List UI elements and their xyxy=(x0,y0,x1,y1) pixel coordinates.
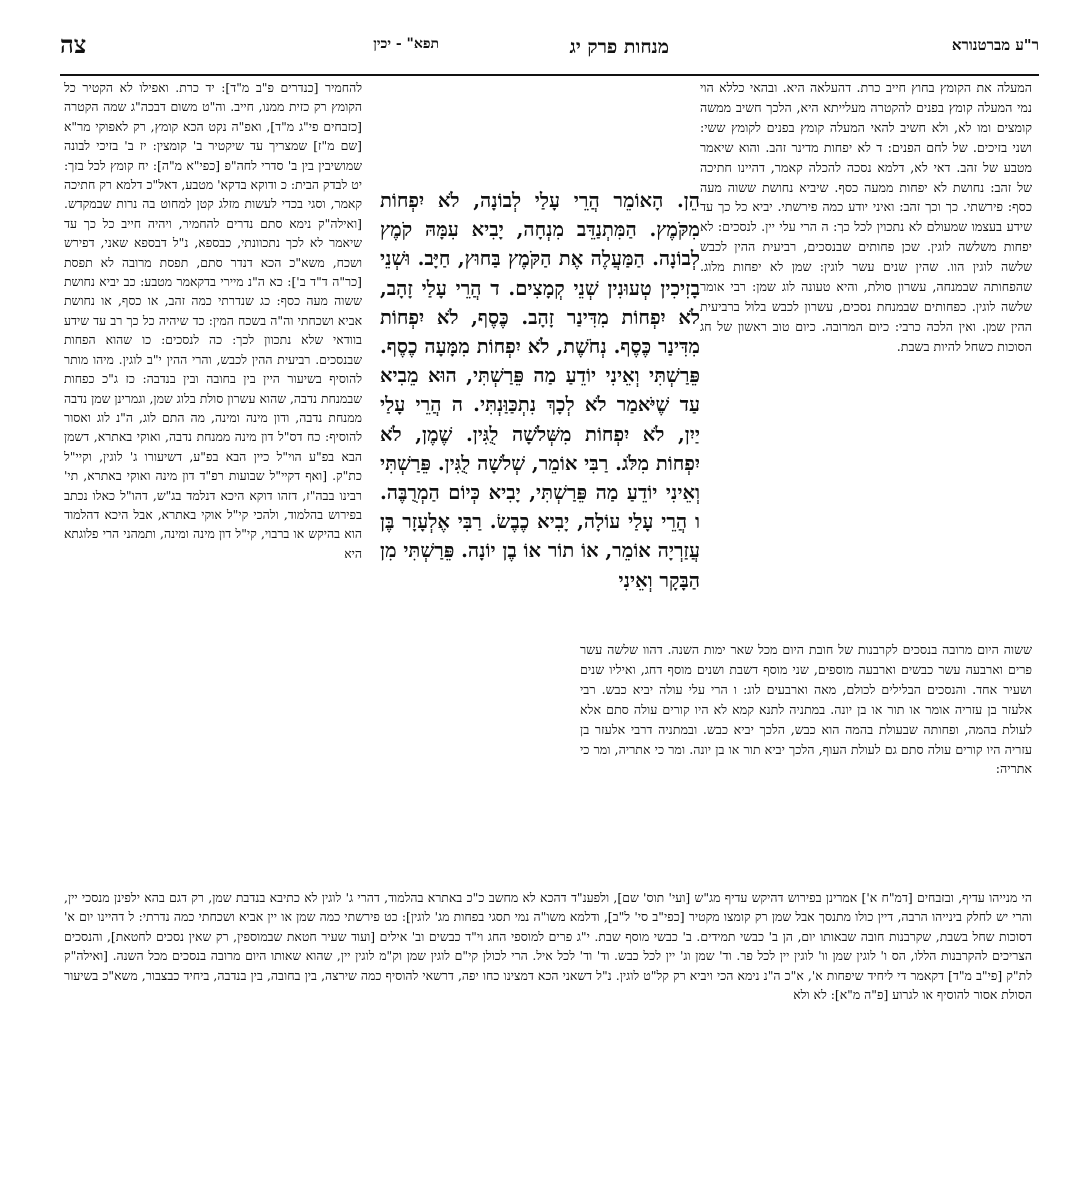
mishnah-main-text xyxy=(380,186,700,656)
tiferet-yisrael-commentary xyxy=(64,78,362,888)
bartenura-commentary-top xyxy=(700,78,1032,593)
commentary-bottom-text: הי מנייהו עדיף, ובזבחים [דמ"ח א'] אמרינן בפירוש דהיקש עדיף מג"ש [ועי' תוס' שם], ולפענ"ד דהכא לא מחשב כ"כ באתרא בהלמוד, דהרי ג' לוגין לא כתיבא בנדבת שמן, רק דגם בהא ילפינן מנסכי יין, והרי יש לחלק בינייהו הרבה, דיין כולו מתנסך אבל שמן רק קומצו מקטיר [כפי"ב סי' ל"ב], ודלמא משו"ה נמי תסגי בפחות מג' לוגין]: כט פירשתי כמה שמן או יין אביא ושכחתי כמה נדרתי: ל דהיינו יום א' דסוכות שחל בשבת, שקרבנות חובה שבאותו יום, הן ב' כבשי תמידים. ב' כבשי מוסף שבת. י"ג פרים למוספי החג וי"ד כבשים וב' אילים [ועוד שעיר חטאת שבמוספין, רק שאין נסכים לחטאת], והנסכים הצריכים להקרבנות הללו, הס ו' לוגין שמן וו' לוגין יין לכל פר. וד' שמן וג' יין לכל כבש. וד' וד' לכל איל. הרי לכולן קי"ם לוגין שמן וק"מ לוגין יין, שהוא שאותו היום מרובה בנסכים מכל השנה. [ואילה"ק לת"ק [פי"ב מ"ד] דקאמר די ליחיד שיפחות א', א"כ ה"נ נימא הכי ויביא רק קל"ט לוגין. נ"ל דשאני הכא דמצינו כחו יפה, דרשאי להוסיף כמה שירצה, בין בחובה, בין בנדבה, ביחיד כבצבור, משא"כ בשיעור הסולת אסור להוסיף או לגרוע [פ"ה מ"א]: לא ולא xyxy=(64,890,1032,1003)
page-number: צה xyxy=(60,30,87,59)
page-range: תפא" - יכין xyxy=(373,36,439,52)
page-header xyxy=(60,30,1039,70)
header-rule xyxy=(60,74,1039,76)
bartenura-commentary-bottom xyxy=(580,640,1032,890)
page-title: מנחות פרק יג xyxy=(569,36,669,58)
commentary-label: ר"ע מברטנורא xyxy=(951,36,1039,54)
mishnah-text: הֵן. הָאוֹמֵר הֲרֵי עָלַי לְבוֹנָה, לֹא יִפְחוֹת מִקֹּמֶץ. הַמִּתְנַדֵּב מִנְחָה, יָבִיא עִמָּהּ קֹמֶץ לְבוֹנָה. הַמַּעֲלֶה אֶת הַקֹּמֶץ בַּחוּץ, חַיָּב. וּשְׁנֵי בָזִיכִין טְעוּנִין שְׁנֵי קְמָצִים. ד הֲרֵי עָלַי זָהָב, לֹא יִפְחוֹת מִדִּינַר זָהָב. כֶּסֶף, לֹא יִפְחוֹת מִדִּינַר כֶּסֶף. נְחֹשֶׁת, לֹא יִפְחוֹת מִמָּעָה כֶסֶף. פֵּרַשְׁתִּי וְאֵינִי יוֹדֵעַ מַה פֵּרַשְׁתִּי, הוּא מֵבִיא עַד שֶׁיֹּאמַר לֹא לְכָךְ נִתְכַּוַּנְתִּי. ה הֲרֵי עָלַי יַיִן, לֹא יִפְחוֹת מִשְּׁלֹשָׁה לֻגִּין. שֶׁמֶן, לֹא יִפְחוֹת מִלֹּג. רַבִּי אוֹמֵר, שְׁלֹשָׁה לֻגִּין. פֵּרַשְׁתִּי וְאֵינִי יוֹדֵעַ מַה פֵּרַשְׁתִּי, יָבִיא כְּיוֹם הַמְרֻבֶּה. ו הֲרֵי עָלַי עוֹלָה, יָבִיא כֶבֶשׂ. רַבִּי אֶלְעָזָר בֶּן עֲזַרְיָה אוֹמֵר, אוֹ תוֹר אוֹ בֶן יוֹנָה. פֵּרַשְׁתִּי מִן הַבָּקָר וְאֵינִי xyxy=(380,189,700,592)
tiferet-yisrael-commentary-bottom xyxy=(64,888,1032,1158)
bartenura-text-top: המעלה את הקומץ בחוץ חייב כרת. דהעלאה היא. ובהאי כללא הוי נמי המעלה קומץ בפנים להקטרה מעלייתא היא, הלכך חשיב ממשה קומצים ומו לא, ולא חשיב להאי המעלה קומץ בפנים לקומץ ששי: ושני בזיכים. של לחם הפנים: ד לא יפחות מדינר זהב. והוא שיאמר מטבע של זהב. דאי לא, דלמא נסכה להכלה קאמר, דהיינו חתיכה של זהב: נחושת לא יפחות ממעה כסף. שיביא נחושת ששוה מעה כסף: פירשתי. כך וכך זהב: ואיני יודע כמה פירשתי. יביא כל כך עד שידע בעצמו שמעולם לא נתכוין לכל כך: ה הרי עלי יין. לנסכים: לא יפחות משלשה לוגין. שכן פחותים שבנסכים, רביעית ההין לכבש שלשה לוגין הוו. שהין שנים עשר לוגין: שמן לא יפחות מלוג. שהפחותה שבמנחה, עשרון סולת, והיא טעונה לוג שמן: רבי אומר שלשה לוגין. כפחותים שבמנחת נסכים, עשרון לכבש בלול ברביעית ההין שמן. ואין הלכה כרבי: כיום המרובה. כיום טוב ראשון של חג הסוכות כשחל להיות בשבת. xyxy=(700,80,1032,354)
bartenura-text-bottom: ששוה היום מרובה בנסכים לקרבנות של חובת היום מכל שאר ימות השנה. דהוו שלשה עשר פרים וארבעה עשר כבשים וארבעה מוספים, שני מוסף דשבת ושנים מוסף דחג, ואיליו שנים ושעיר אחד. והנסכים הבלילים לכולם, מאה וארבעים לוג: ו הרי עלי עולה יביא כבש. רבי אלעזר בן עזריה אומר או תור או בן יונה. במתניה לתנא קמא לא היו קורים עולה סתם אלא לעולת בהמה, ופחותה שבעולת בהמה הוא כבש, הלכך יביא כבש. ובמתניה דרבי אלעזר בן עזריה היו קורים עולה סתם גם לעולת העוף, הלכך יביא תור או בן יונה. ומר כי אתריה, ומר כי אתריה: xyxy=(580,642,1032,777)
commentary-left-text: להחמיר [כנדרים פ"ב מ"ד]: יד כרת. ואפילו לא הקטיר כל הקומץ רק כזית ממנו, חייב. וה"ט משום דבכה"ג שמה הקטרה [כזבחים פי"ג מ"ד], ואפ"ה נקט הכא קומץ, רק לאפוקי מר"א [שם מ"ז] שמצריך עד שיקטיר ב' קומצין: יז ב' בזיכי לבונה שמושיבין בין ב' סדרי לחה"פ [כפי"א מ"ה]: יח קומץ לכל בזך: יט לבדק הבית: כ ודוקא בדקא' מטבע, דאל"כ דלמא רק חתיכה קאמר, וסגי בכדי לעשות מזלג קטן למחוט בה נרות שבמקדש. [ואילה"ק נימא סתם נדרים להחמיר, ויהיה חייב כל כך עד שיאמר לא לכך נתכוונתי, כבספא, נ"ל דבספא שאני, דפירש ושכח, משא"כ הכא דנדר סתם, תפסת מרובה לא תפסת [כר"ה ד"ד ב']: כא ה"נ מיירי בדקאמר מטבע: כב יביא נחושת ששוה מעה כסף: כג שנדרתי כמה זהב, או כסף, או נחושת אביא ושכחתי וה"ה בשכח המין: כד שיהיה כל כך רב עד שידע בוודאי שלא נתכוון לכך: כה לנסכים: כו שהוא הפחות שבנסכים. רביעית ההין לכבש, והרי ההין י"ב לוגין. מיהו מותר להוסיף בשיעור היין בין בחובה ובין בנדבה: כז ג"כ כפחות שבמנחת נדבה, שהוא עשרון סולת בלוג שמן, וגמרינן שמן נדבה ממנחת נדבה, ודון מינה ומינה, מה התם לוג, ה"נ לוג ואסור להוסיף: כח דס"ל דון מינה ממנחת נדבה, ואוקי באתרא, דשמן הבא בפ"ע הוי"ל כיין הבא בפ"ע, דשיעורו ג' לוגין, וקיי"ל כת"ק. [ואף דקיי"ל שבועות רפ"ד דון מינה ואוקי באתרא, תי' רבינו בבה"ז, דזהו דוקא היכא דנלמד בג"ש, דהו"ל כאלו נכתב בפירוש בהלמוד, ולהכי קי"ל אוקי באתרא, אבל היכא דהלמוד הוא בהיקש או ברבוי, קי"ל דון מינה ומינה, ותמהני הרי פלוגתא היא xyxy=(64,80,362,561)
